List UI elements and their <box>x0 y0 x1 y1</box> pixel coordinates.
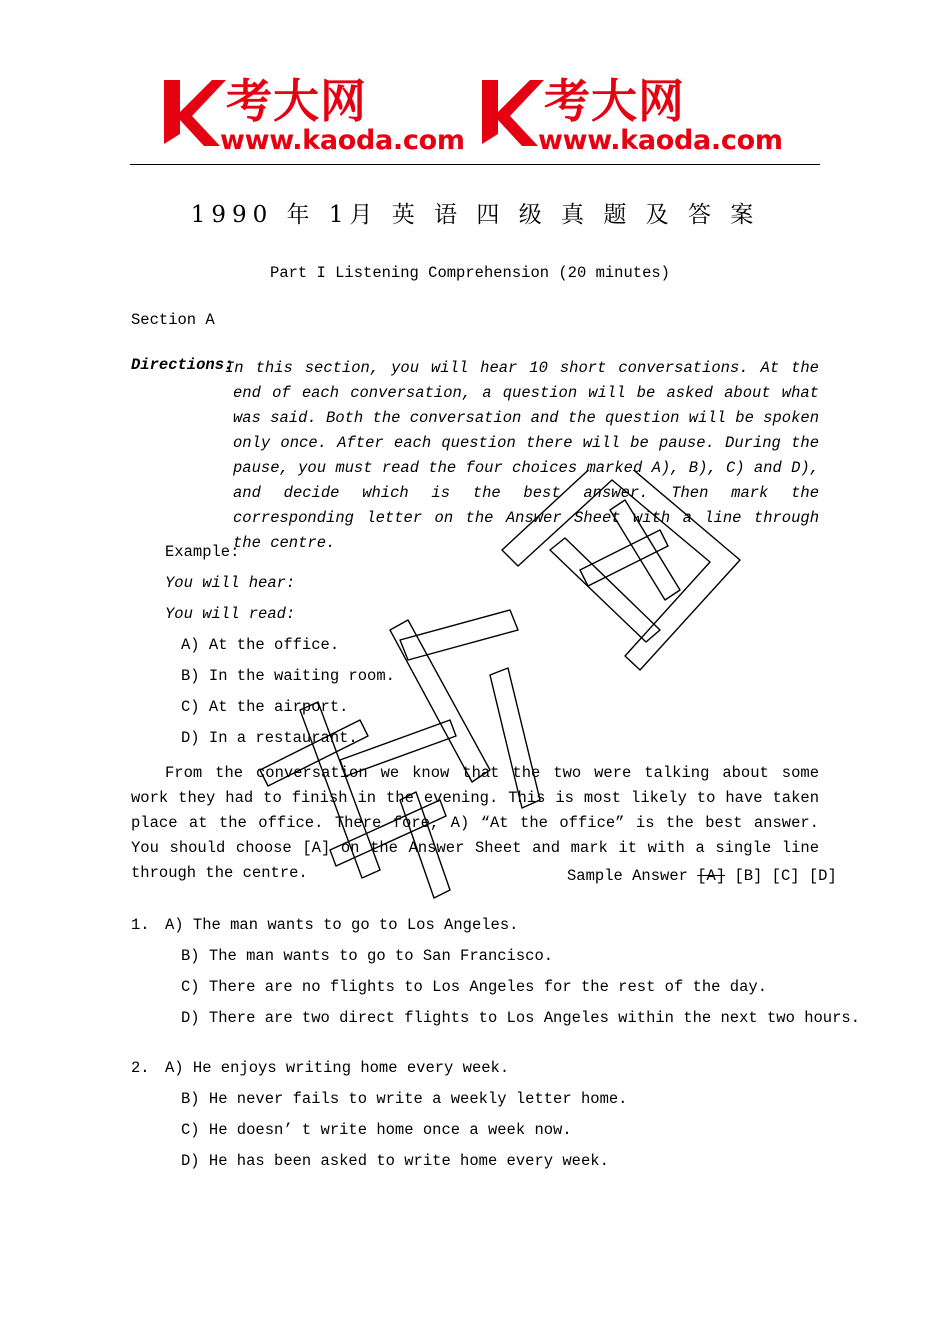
kaoda-logo <box>160 74 480 160</box>
sample-answer-choices: [B] [C] [D] <box>734 867 837 885</box>
sample-answer <box>567 867 837 885</box>
example-label: Example: <box>165 543 240 561</box>
example-option: A) At the office. <box>181 636 340 654</box>
question-option: C) There are no flights to Los Angeles for the rest of the day. <box>181 978 767 996</box>
example-read: You will read: <box>165 605 296 623</box>
question-number: 1. <box>131 916 150 934</box>
sample-answer-marked: [A] <box>697 867 726 885</box>
example-explanation: From the conversation we know that the two were talking about some work they had to finish in the evening. This is most likely to have taken place at the office. There fore, A) “At the office” is the best answer. You should choose [A] on the Answer Sheet and mark it with a single line through the centre. <box>131 764 819 882</box>
question-number: 2. <box>131 1059 150 1077</box>
question-option: D) He has been asked to write home every week. <box>181 1152 609 1170</box>
k-logo-icon <box>160 74 228 148</box>
directions-label: Directions: <box>131 356 234 374</box>
example-option: B) In the waiting room. <box>181 667 395 685</box>
question-option: B) He never fails to write a weekly letter home. <box>181 1090 628 1108</box>
section-heading: Section A <box>131 311 215 329</box>
logo-url-text: www.kaoda.com <box>220 125 465 156</box>
question-option: A) The man wants to go to Los Angeles. <box>165 916 519 934</box>
k-logo-icon <box>478 74 546 148</box>
logo-chinese-text: 考大网 <box>544 74 685 128</box>
example-option: D) In a restaurant. <box>181 729 358 747</box>
question-option: C) He doesn’ t write home once a week now. <box>181 1121 572 1139</box>
logo-url-text: www.kaoda.com <box>538 125 783 156</box>
document-title: 1990 年 1月 英 语 四 级 真 题 及 答 案 <box>190 202 760 228</box>
example-option: C) At the airport. <box>181 698 349 716</box>
logo-chinese-text: 考大网 <box>226 74 367 128</box>
example-hear: You will hear: <box>165 574 296 592</box>
sample-answer-label: Sample Answer <box>567 867 688 885</box>
part-heading: Part I Listening Comprehension (20 minutes) <box>270 264 670 282</box>
kaoda-logo <box>478 74 798 160</box>
directions-text: In this section, you will hear 10 short conversations. At the end of each conversation, a question will be asked about what was said. Both the conversation and the question will be spoken only once. After each question there will be pause. During the pause, you must read the four choices marked A), B), C) and D), and decide which is the best answer. Then mark the corresponding letter on the Answer Sheet with a line through the centre. <box>225 359 819 552</box>
header-divider <box>130 164 820 165</box>
question-option: B) The man wants to go to San Francisco. <box>181 947 554 965</box>
question-option: A) He enjoys writing home every week. <box>165 1059 510 1077</box>
question-option: D) There are two direct flights to Los Angeles within the next two hours. <box>181 1009 861 1027</box>
